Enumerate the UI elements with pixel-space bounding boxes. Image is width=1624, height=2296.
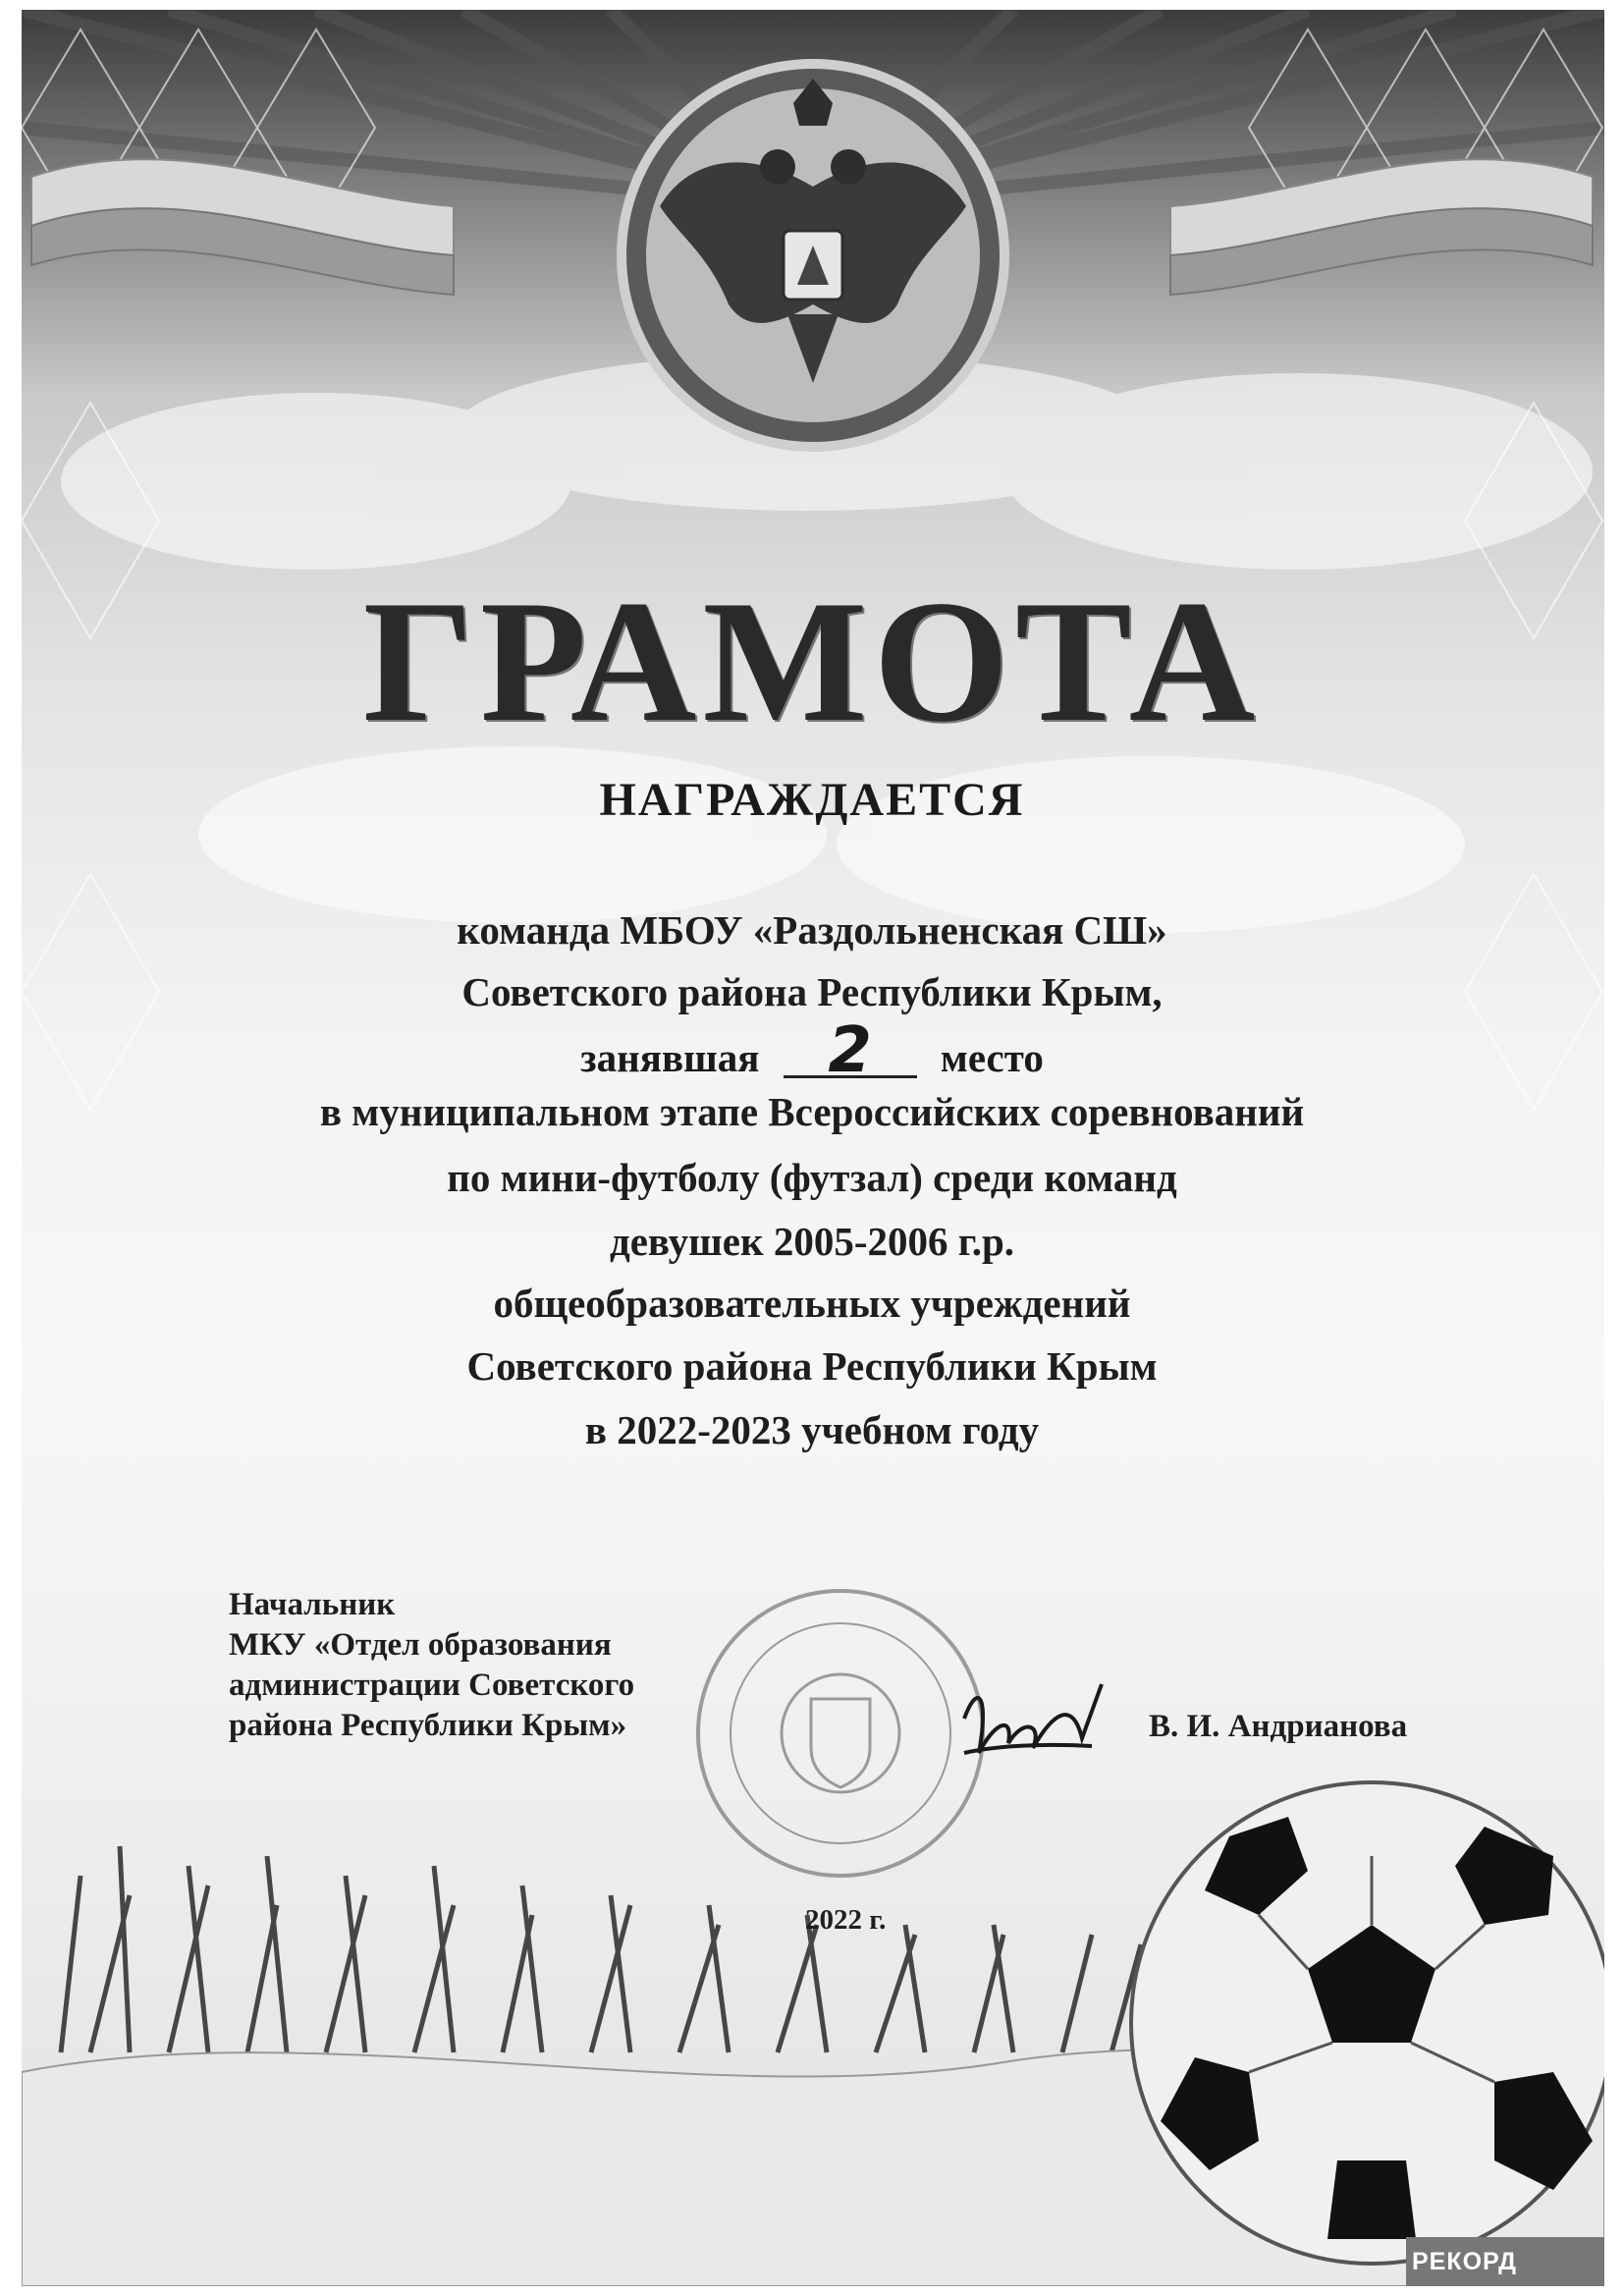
- award-line-region: Советского района Республики Крым: [466, 1343, 1158, 1389]
- soccer-ball-icon: [1131, 1782, 1604, 2264]
- award-line-institutions: общеобразовательных учреждений: [493, 1281, 1131, 1326]
- place-suffix: место: [940, 1035, 1044, 1080]
- signer-name: В. И. Андрианова: [1149, 1709, 1408, 1744]
- award-line-district: Советского района Республики Крым,: [461, 969, 1163, 1014]
- award-line-year: в 2022-2023 учебном году: [584, 1407, 1040, 1452]
- signer-line: Начальник: [229, 1587, 396, 1622]
- background-decoration: [22, 10, 1604, 2286]
- brand-logo: РЕКОРД: [1412, 2248, 1517, 2275]
- certificate-sheet: [22, 10, 1604, 2286]
- award-line-stage: в муниципальном этапе Всероссийских соревнований: [319, 1089, 1305, 1134]
- signer-line: МКУ «Отдел образования: [229, 1627, 612, 1663]
- signer-position: [229, 1585, 634, 1746]
- signature-icon: [964, 1684, 1102, 1753]
- certificate-title: ГРАМОТА: [362, 564, 1262, 758]
- signer-line: района Республики Крым»: [229, 1708, 627, 1743]
- award-line-team: команда МБОУ «Раздольненская СШ»: [457, 907, 1167, 953]
- place-value: 2: [784, 1026, 917, 1078]
- certificate-subtitle: НАГРАЖДАЕТСЯ: [599, 774, 1025, 826]
- stamp-icon: [698, 1591, 983, 1876]
- place-line: [0, 1014, 1624, 1087]
- award-line-sport: по мини-футболу (футзал) среди команд: [447, 1155, 1177, 1200]
- issue-year: 2022 г.: [805, 1904, 887, 1936]
- grass-icon: [61, 1846, 1180, 2052]
- signer-line: администрации Советского: [229, 1667, 635, 1703]
- place-prefix: занявшая: [580, 1035, 760, 1080]
- award-line-age: девушек 2005-2006 г.р.: [609, 1219, 1015, 1264]
- coat-of-arms-icon: [622, 64, 1004, 447]
